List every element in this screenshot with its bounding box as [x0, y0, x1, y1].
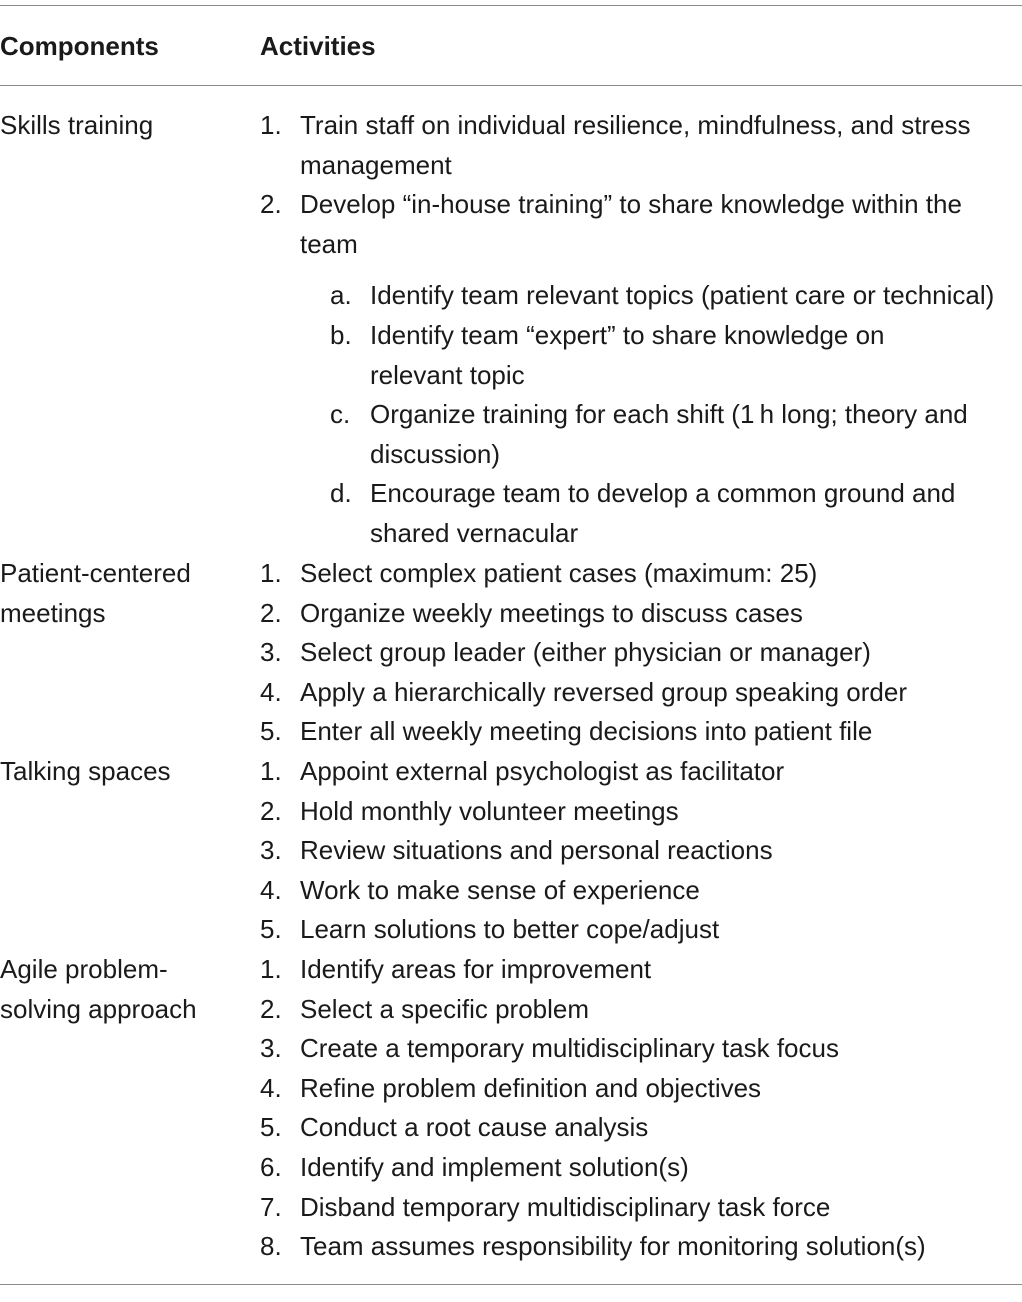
activity-item: 7. Disband temporary multidisciplinary task force — [260, 1191, 831, 1222]
sub-activity-item: c. Organize training for each shift (1 h long; theory and discussion) — [330, 399, 968, 469]
activity-item: 6. Identify and implement solution(s) — [260, 1151, 689, 1182]
activity-item: 2. Develop “in-house training” to share knowledge within the team a. Identify team relevant topics (patient care or technical) b. Identify team “expert” to share knowledge on relevant topic c. Organize training for each shift (1 h long; theory and discussion) d. Encourage team to develop a common ground and shared vernacular — [260, 185, 1020, 553]
sub-activity-item: d. Encourage team to develop a common ground and shared vernacular — [330, 478, 956, 548]
header-rule — [0, 85, 1022, 86]
activity-item: 8. Team assumes responsibility for monitoring solution(s) — [260, 1231, 926, 1262]
sub-activity-item: a. Identify team relevant topics (patient care or technical) — [330, 280, 995, 311]
activity-list — [260, 554, 1020, 752]
activity-item: 3. Select group leader (either physician or manager) — [260, 637, 871, 668]
component-cell: Talking spaces — [0, 756, 171, 786]
top-rule — [0, 5, 1022, 6]
sub-activity-item: b. Identify team “expert” to share knowledge on relevant topic — [330, 319, 885, 390]
activity-list — [260, 752, 1020, 950]
activity-item: 2. Organize weekly meetings to discuss cases — [260, 597, 803, 628]
activity-item: 4. Apply a hierarchically reversed group speaking order — [260, 676, 907, 707]
component-cell: Patient-centered meetings — [0, 558, 191, 628]
activity-item: 1. Select complex patient cases (maximum: 25) — [260, 558, 818, 588]
activity-item: 1. Train staff on individual resilience, mindfulness, and stress management — [260, 110, 971, 180]
activity-list — [260, 106, 1020, 554]
activity-item: 5. Learn solutions to better cope/adjust — [260, 914, 720, 945]
component-cell: Skills training — [0, 110, 154, 140]
activity-item: 2. Hold monthly volunteer meetings — [260, 795, 679, 826]
activity-item: 3. Review situations and personal reactions — [260, 835, 773, 866]
activity-item: 2. Select a specific problem — [260, 993, 590, 1024]
activity-list — [260, 950, 1020, 1267]
activity-item: 3. Create a temporary multidisciplinary task focus — [260, 1033, 839, 1064]
activity-item: 4. Work to make sense of experience — [260, 874, 700, 905]
activity-item: 5. Conduct a root cause analysis — [260, 1112, 649, 1143]
activity-item: 1. Appoint external psychologist as facilitator — [260, 756, 785, 786]
header-components: Components — [0, 31, 159, 61]
activity-item: 5. Enter all weekly meeting decisions into patient file — [260, 716, 873, 747]
sub-activity-list — [330, 276, 1020, 553]
activity-item: 4. Refine problem definition and objectives — [260, 1072, 762, 1103]
component-cell: Agile problem-solving approach — [0, 954, 197, 1024]
activity-item: 1. Identify areas for improvement — [260, 954, 652, 984]
header-activities: Activities — [260, 31, 376, 61]
bottom-rule — [0, 1284, 1022, 1285]
